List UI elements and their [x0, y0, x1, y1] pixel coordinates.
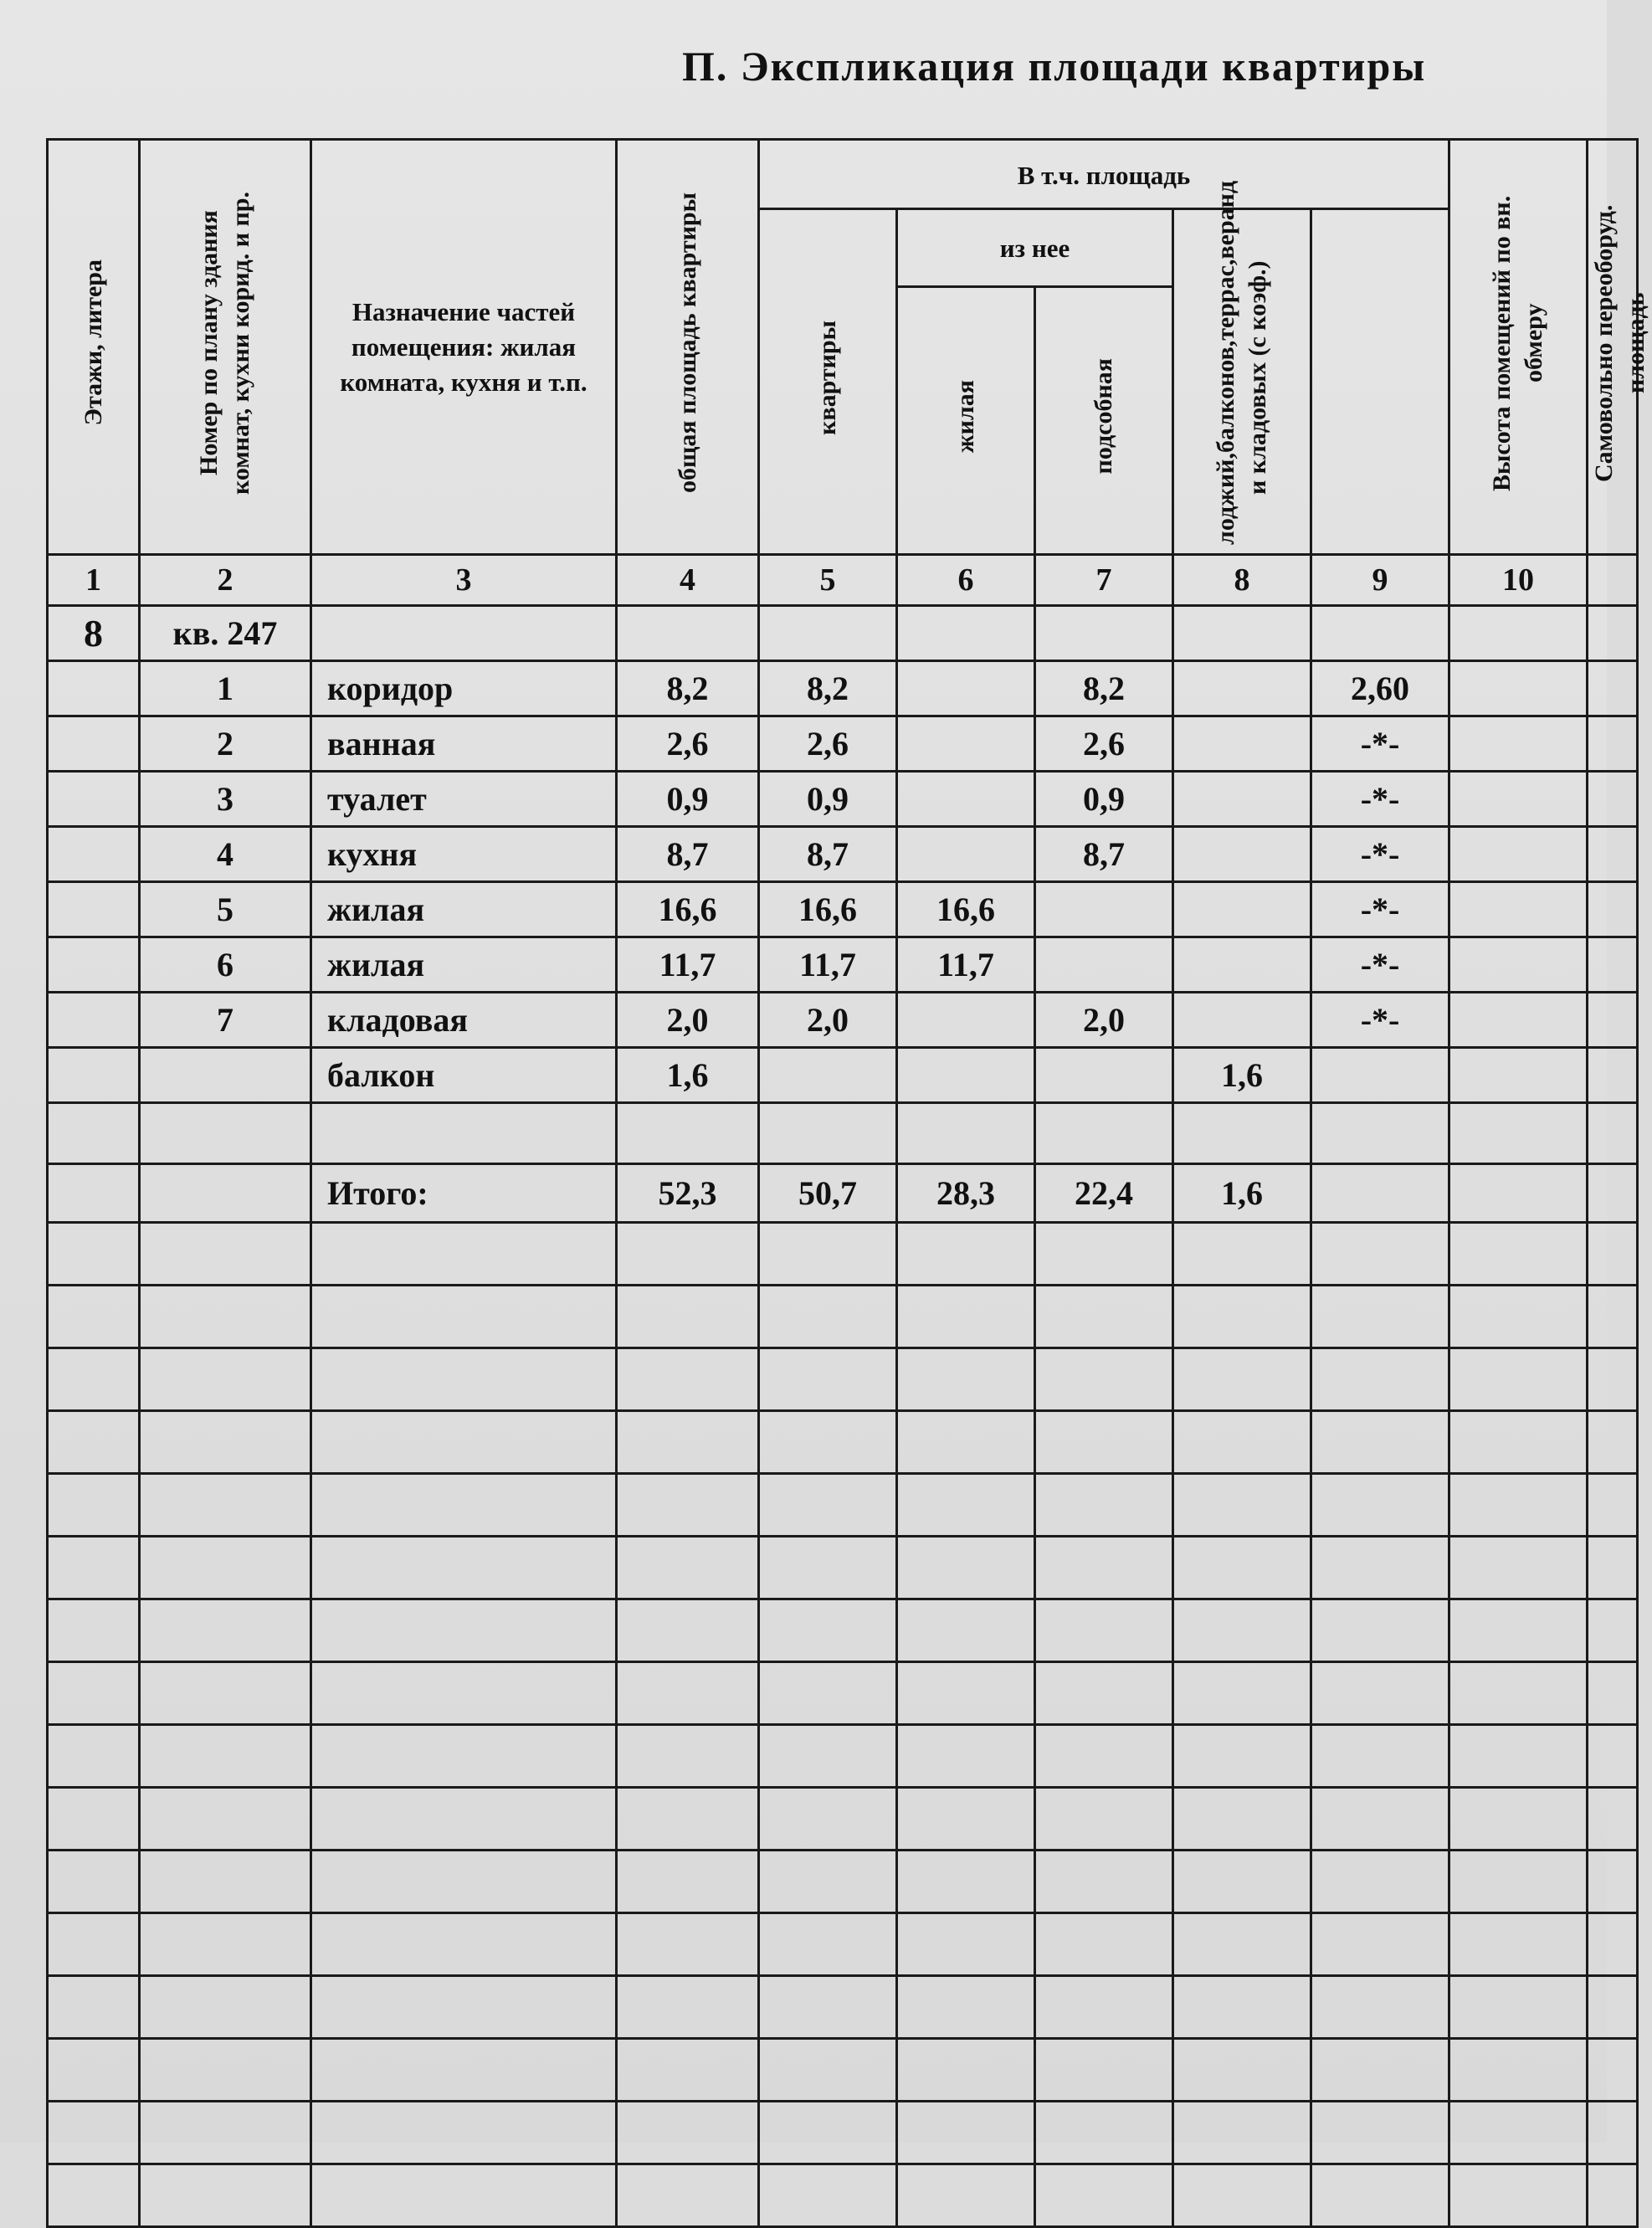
cell-apt: 8,7 [759, 827, 897, 882]
cell-name: кладовая [311, 993, 617, 1048]
cell-total: 8,7 [617, 827, 759, 882]
cell-no [140, 1048, 311, 1103]
cell-name: коридор [311, 661, 617, 716]
empty-row [48, 1599, 1638, 1662]
cell-name: жилая [311, 882, 617, 937]
column-number: 6 [897, 555, 1035, 606]
cell-height: -*- [1311, 716, 1449, 772]
table-row [48, 661, 1638, 716]
header-col6: жилая [897, 286, 1035, 554]
explication-table [46, 138, 1650, 2228]
cell-height: -*- [1311, 993, 1449, 1048]
totals-total: 52,3 [617, 1164, 759, 1223]
totals-label: Итого: [311, 1164, 617, 1223]
empty-row [48, 1976, 1638, 2039]
cell-balcony [1173, 937, 1311, 993]
totals-apt: 50,7 [759, 1164, 897, 1223]
page-title: П. Экспликация площади квартиры [682, 43, 1427, 90]
header-col7: подсобная [1035, 286, 1173, 554]
cell-name: балкон [311, 1048, 617, 1103]
table-row [48, 827, 1638, 882]
header-col10: Самовольно переоборуд. площадь [1588, 140, 1638, 555]
header-col4: общая площадь квартиры [617, 140, 759, 555]
cell-balcony: 1,6 [1173, 1048, 1311, 1103]
cell-height: -*- [1311, 827, 1449, 882]
totals-aux: 22,4 [1035, 1164, 1173, 1223]
cell-balcony [1173, 661, 1311, 716]
cell-aux [1035, 1048, 1173, 1103]
cell-apt: 16,6 [759, 882, 897, 937]
header-col2: Номер по плану здания комнат, кухни корид. и пр. [140, 140, 311, 555]
empty-row [48, 2102, 1638, 2164]
cell-no: 2 [140, 716, 311, 772]
cell-aux: 0,9 [1035, 772, 1173, 827]
empty-row [48, 2164, 1638, 2227]
cell-no: 4 [140, 827, 311, 882]
cell-apt: 8,2 [759, 661, 897, 716]
column-number: 2 [140, 555, 311, 606]
cell-aux: 2,6 [1035, 716, 1173, 772]
totals-balcony: 1,6 [1173, 1164, 1311, 1223]
header-col9: Высота помещений по вн. обмеру [1449, 140, 1588, 555]
empty-row [48, 1788, 1638, 1851]
header-area-group: В т.ч. площадь [759, 140, 1449, 209]
totals-living: 28,3 [897, 1164, 1035, 1223]
cell-name: жилая [311, 937, 617, 993]
cell-no: 3 [140, 772, 311, 827]
cell-apt [759, 1048, 897, 1103]
totals-row [48, 1164, 1638, 1223]
table-row [48, 716, 1638, 772]
column-number: 8 [1173, 555, 1311, 606]
empty-row [48, 1725, 1638, 1788]
cell-no: 5 [140, 882, 311, 937]
cell-height [1311, 1048, 1449, 1103]
header-col1: Этажи, литера [48, 140, 140, 555]
table-row [48, 993, 1638, 1048]
cell-no: 1 [140, 661, 311, 716]
header-row [48, 140, 1638, 209]
empty-row [48, 1662, 1638, 1725]
cell-height: -*- [1311, 882, 1449, 937]
cell-name: туалет [311, 772, 617, 827]
cell-living: 16,6 [897, 882, 1035, 937]
cell-apt: 2,6 [759, 716, 897, 772]
cell-name: кухня [311, 827, 617, 882]
cell-living [897, 993, 1035, 1048]
cell-aux [1035, 937, 1173, 993]
empty-row [48, 1348, 1638, 1411]
empty-row [48, 1223, 1638, 1286]
cell-living [897, 661, 1035, 716]
cell-apt: 0,9 [759, 772, 897, 827]
cell-apt: 11,7 [759, 937, 897, 993]
empty-row [48, 1474, 1638, 1537]
cell-total: 2,0 [617, 993, 759, 1048]
apartment-row [48, 606, 1638, 661]
column-number: 7 [1035, 555, 1173, 606]
table-row [48, 882, 1638, 937]
table-row [48, 1103, 1638, 1164]
cell-name: ванная [311, 716, 617, 772]
cell-total: 11,7 [617, 937, 759, 993]
empty-row [48, 1411, 1638, 1474]
column-number: 3 [311, 555, 617, 606]
apartment-number: кв. 247 [140, 606, 311, 661]
cell-living: 11,7 [897, 937, 1035, 993]
cell-balcony [1173, 716, 1311, 772]
cell-total: 0,9 [617, 772, 759, 827]
empty-row [48, 2039, 1638, 2102]
cell-living [897, 1048, 1035, 1103]
cell-aux [1035, 882, 1173, 937]
empty-row [48, 1913, 1638, 1976]
header-col3: Назначение частей помещения: жилая комната, кухня и т.п. [311, 140, 617, 555]
empty-row [48, 1851, 1638, 1913]
cell-living [897, 772, 1035, 827]
header-col5: квартиры [759, 209, 897, 555]
cell-no: 6 [140, 937, 311, 993]
floor-number: 8 [48, 606, 140, 661]
table-row [48, 1048, 1638, 1103]
cell-aux: 2,0 [1035, 993, 1173, 1048]
header-col8: лоджий,балконов,террас,веранд и кладовых (с коэф.) [1173, 209, 1311, 555]
column-number: 5 [759, 555, 897, 606]
column-number-row [48, 555, 1638, 606]
cell-total: 2,6 [617, 716, 759, 772]
cell-height: 2,60 [1311, 661, 1449, 716]
cell-total: 8,2 [617, 661, 759, 716]
column-number: 4 [617, 555, 759, 606]
cell-aux: 8,2 [1035, 661, 1173, 716]
cell-height: -*- [1311, 937, 1449, 993]
cell-no: 7 [140, 993, 311, 1048]
cell-balcony [1173, 993, 1311, 1048]
cell-aux: 8,7 [1035, 827, 1173, 882]
table-row [48, 772, 1638, 827]
table-row [48, 937, 1638, 993]
column-number: 9 [1311, 555, 1449, 606]
cell-total: 1,6 [617, 1048, 759, 1103]
cell-balcony [1173, 827, 1311, 882]
column-number: 10 [1449, 555, 1588, 606]
cell-living [897, 716, 1035, 772]
column-number: 1 [48, 555, 140, 606]
cell-apt: 2,0 [759, 993, 897, 1048]
cell-living [897, 827, 1035, 882]
cell-balcony [1173, 772, 1311, 827]
empty-row [48, 1286, 1638, 1348]
cell-total: 16,6 [617, 882, 759, 937]
cell-height: -*- [1311, 772, 1449, 827]
cell-balcony [1173, 882, 1311, 937]
empty-row [48, 1537, 1638, 1599]
header-of-which-group: из нее [897, 209, 1173, 287]
